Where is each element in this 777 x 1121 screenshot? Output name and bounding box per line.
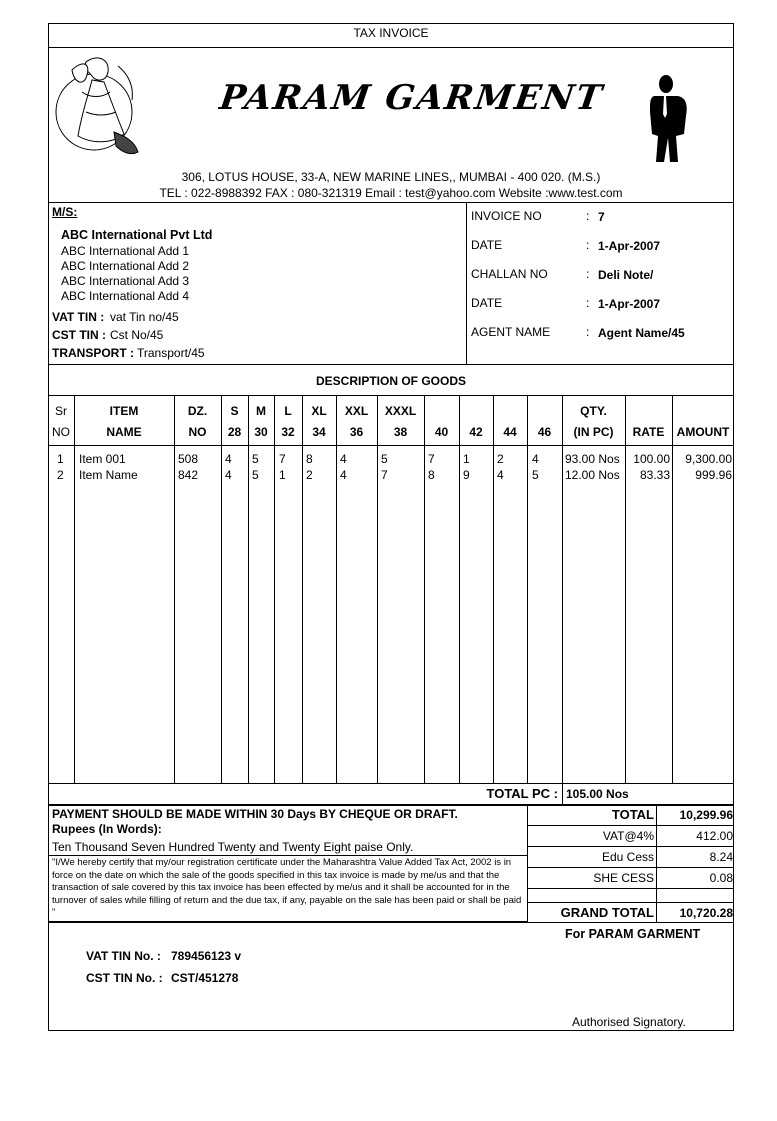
woman-figure-logo — [52, 52, 144, 164]
challan-no-label: CHALLAN NO — [471, 267, 548, 281]
col-header-size: XXXL — [384, 404, 417, 418]
rupees-in-words: Ten Thousand Seven Hundred Twenty and Twenty Eight paise Only. — [52, 840, 414, 854]
company-address: 306, LOTUS HOUSE, 33-A, NEW MARINE LINES,, MUMBAI - 400 020. (M.S.) — [181, 170, 601, 184]
col-header-size: XL — [311, 404, 327, 418]
rupees-in-words-label: Rupees (In Words): — [52, 822, 162, 836]
divider — [48, 395, 734, 396]
challan-date-value: 1-Apr-2007 — [598, 297, 661, 311]
item-sr: 2 — [57, 468, 64, 482]
col-header-size-number: 40 — [434, 425, 449, 439]
seller-vat-label: VAT TIN No. : — [86, 949, 161, 963]
item-name: Item 001 — [79, 452, 126, 466]
buyer-name: ABC International Pvt Ltd — [61, 228, 213, 242]
column-divider — [377, 395, 378, 783]
col-header-size-number: 34 — [312, 425, 326, 439]
buyer-transport-label: TRANSPORT : — [52, 346, 134, 360]
vat-value: 412.00 — [696, 829, 733, 843]
column-divider — [336, 395, 337, 783]
item-size-qty: 4 — [225, 468, 232, 482]
item-size-qty: 4 — [497, 468, 504, 482]
col-header-rate: RATE — [632, 425, 665, 439]
col-header-size-number: 46 — [537, 425, 552, 439]
total-label: TOTAL — [611, 807, 654, 822]
agent-name-sep: : — [586, 325, 590, 339]
item-size-qty: 4 — [532, 452, 539, 466]
item-size-qty: 4 — [225, 452, 232, 466]
item-size-qty: 7 — [428, 452, 435, 466]
edu-cess-label: Edu Cess — [601, 850, 654, 864]
item-size-qty: 7 — [279, 452, 286, 466]
seller-cst-label: CST TIN No. : — [86, 971, 163, 985]
divider — [527, 902, 734, 903]
divider — [48, 804, 734, 806]
man-silhouette-logo — [648, 74, 690, 164]
invoice-date-value: 1-Apr-2007 — [598, 239, 661, 253]
item-size-qty: 1 — [463, 452, 470, 466]
seller-cst-value: CST/451278 — [171, 971, 239, 985]
item-size-qty: 1 — [279, 468, 286, 482]
item-size-qty: 2 — [306, 468, 313, 482]
column-divider — [221, 395, 222, 783]
col-header-size-number: 42 — [469, 425, 483, 439]
agent-name-value: Agent Name/45 — [598, 326, 685, 340]
col-header-size-number: 36 — [349, 425, 364, 439]
item-name: Item Name — [79, 468, 138, 482]
invoice-no-label: INVOICE NO — [471, 209, 542, 223]
item-size-qty: 8 — [306, 452, 313, 466]
col-header-size: M — [256, 404, 266, 418]
item-amount: 999.96 — [695, 468, 732, 482]
item-size-qty: 5 — [532, 468, 539, 482]
item-qty: 12.00 Nos — [565, 468, 620, 482]
col-header-item: ITEM — [109, 404, 139, 418]
for-company: For PARAM GARMENT — [565, 927, 701, 941]
buyer-address-line: ABC International Add 1 — [61, 244, 190, 258]
total-pc-label: TOTAL PC : — [486, 786, 558, 801]
col-header-size-number: 38 — [393, 425, 408, 439]
grand-total-value: 10,720.28 — [679, 906, 733, 920]
col-header-size: L — [284, 404, 292, 418]
buyer-address-line: ABC International Add 3 — [61, 274, 190, 288]
item-dz: 842 — [178, 468, 199, 482]
divider — [48, 783, 734, 784]
item-size-qty: 4 — [340, 452, 347, 466]
ms-label: M/S: — [52, 205, 78, 219]
col-header-size: S — [230, 404, 239, 418]
column-divider — [459, 395, 460, 783]
grand-total-label: GRAND TOTAL — [560, 905, 654, 920]
col-header-no: NO — [52, 425, 70, 439]
divider — [527, 805, 528, 922]
col-header-amount: AMOUNT — [676, 425, 730, 439]
col-header-size-number: 28 — [227, 425, 242, 439]
divider — [48, 445, 734, 446]
item-qty: 93.00 Nos — [565, 452, 620, 466]
item-sr: 1 — [57, 452, 64, 466]
column-divider — [302, 395, 303, 783]
total-value: 10,299.96 — [679, 808, 733, 822]
col-header-size-number: 32 — [281, 425, 295, 439]
total-pc-value: 105.00 Nos — [566, 787, 629, 801]
divider — [48, 921, 527, 923]
column-divider — [248, 395, 249, 783]
payment-terms: PAYMENT SHOULD BE MADE WITHIN 30 Days BY CHEQUE OR DRAFT. — [52, 807, 458, 821]
buyer-cst-value: Cst No/45 — [110, 328, 164, 342]
item-rate: 100.00 — [633, 452, 670, 466]
invoice-no-value: 7 — [598, 210, 605, 224]
item-size-qty: 7 — [381, 468, 388, 482]
vat-label: VAT@4% — [602, 829, 654, 843]
col-header-size-number: 30 — [254, 425, 268, 439]
item-rate: 83.33 — [639, 468, 670, 482]
invoice-date-label: DATE — [471, 238, 503, 252]
col-header-size-number: 44 — [503, 425, 517, 439]
item-size-qty: 5 — [381, 452, 388, 466]
item-amount: 9,300.00 — [685, 452, 732, 466]
column-divider — [493, 395, 494, 783]
company-brand-name: PARAM GARMENT — [217, 78, 606, 118]
col-header-qty: QTY. — [580, 404, 607, 418]
col-header-sr: Sr — [55, 404, 67, 418]
she-cess-label: SHE CESS — [593, 871, 654, 885]
divider — [466, 202, 467, 364]
column-divider — [74, 395, 75, 783]
buyer-cst-label: CST TIN : — [52, 328, 106, 342]
document-title: TAX INVOICE — [353, 26, 429, 40]
buyer-address-line: ABC International Add 4 — [61, 289, 190, 303]
she-cess-value: 0.08 — [709, 871, 733, 885]
divider — [527, 825, 734, 826]
divider — [527, 922, 734, 923]
challan-date-label: DATE — [471, 296, 503, 310]
divider — [48, 202, 734, 203]
col-header-name: NAME — [106, 425, 142, 439]
agent-name-label: AGENT NAME — [471, 325, 551, 339]
divider — [48, 47, 734, 48]
col-header-dz: DZ. — [187, 404, 208, 418]
col-header-qty-unit: (IN PC) — [573, 425, 614, 439]
company-contact: TEL : 022-8988392 FAX : 080-321319 Email : test@yahoo.com Website :www.test.com — [159, 186, 623, 200]
seller-vat-value: 789456123 v — [171, 949, 242, 963]
column-divider — [527, 395, 528, 783]
invoice-date-sep: : — [586, 238, 590, 252]
item-dz: 508 — [178, 452, 199, 466]
buyer-transport-value: Transport/45 — [137, 346, 205, 360]
divider — [527, 867, 734, 868]
invoice-no-sep: : — [586, 209, 590, 223]
col-header-size: XXL — [344, 404, 369, 418]
authorised-signatory: Authorised Signatory. — [572, 1015, 686, 1029]
col-header-dz-no: NO — [188, 425, 207, 439]
edu-cess-value: 8.24 — [709, 850, 733, 864]
item-size-qty: 5 — [252, 452, 259, 466]
challan-no-value: Deli Note/ — [598, 268, 654, 282]
divider — [656, 805, 657, 922]
item-size-qty: 8 — [428, 468, 435, 482]
divider — [48, 855, 527, 856]
item-size-qty: 9 — [463, 468, 470, 482]
column-divider — [562, 395, 563, 805]
buyer-vat-value: vat Tin no/45 — [110, 310, 179, 324]
divider — [48, 364, 734, 365]
divider — [527, 888, 734, 889]
challan-no-sep: : — [586, 267, 590, 281]
column-divider — [424, 395, 425, 783]
item-size-qty: 2 — [497, 452, 504, 466]
column-divider — [274, 395, 275, 783]
goods-heading: DESCRIPTION OF GOODS — [315, 374, 466, 388]
item-size-qty: 4 — [340, 468, 347, 482]
vat-certificate-text: "I/We hereby certify that my/our registration certificate under the Maharashtra Value Added Tax Act, 2002 is in force on the date on which the sale of the goods specified in this tax invoice is made by me/us and that the transaction of sale covered by this tax invoice has been effected by me/us and it shall be accounted for in the turnover of sales while filling of return and the due tax, if any, payable on the sale has been paid or shall be paid " — [52, 857, 522, 919]
column-divider — [174, 395, 175, 783]
buyer-address-line: ABC International Add 2 — [61, 259, 190, 273]
divider — [527, 846, 734, 847]
challan-date-sep: : — [586, 296, 590, 310]
buyer-vat-label: VAT TIN : — [52, 310, 105, 324]
item-size-qty: 5 — [252, 468, 259, 482]
